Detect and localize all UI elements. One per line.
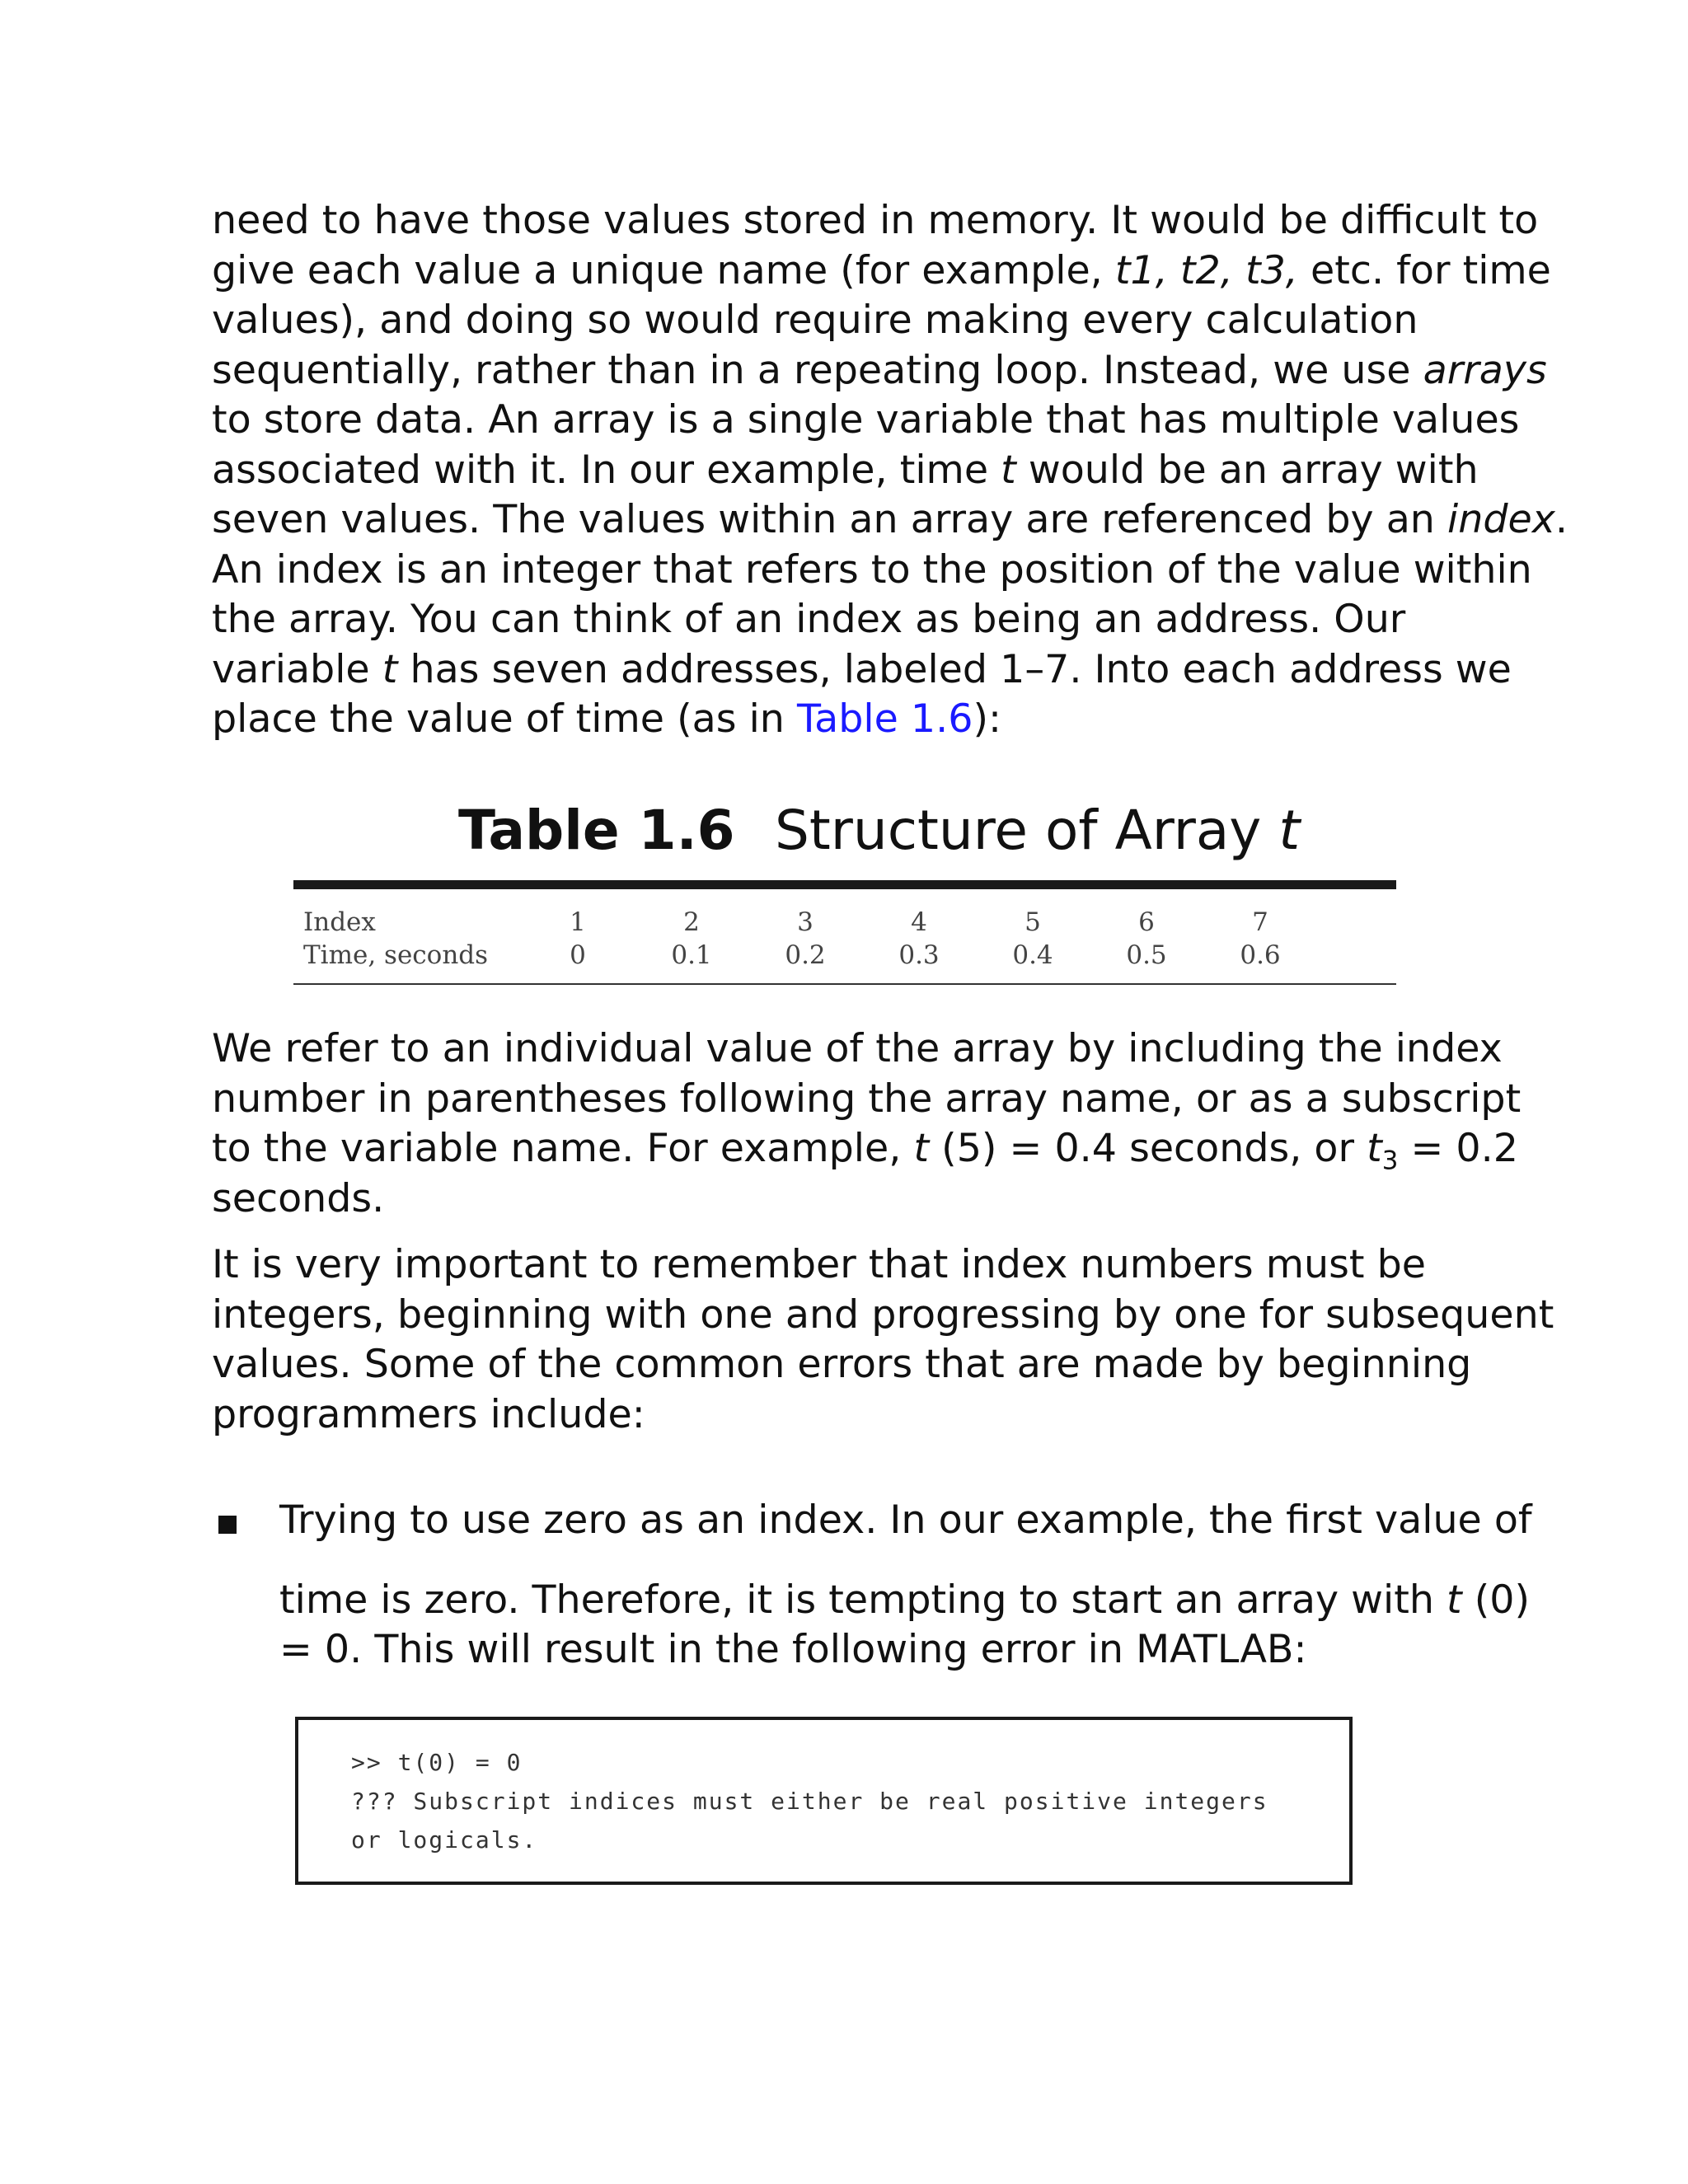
italic-term: t — [1367, 1126, 1382, 1171]
text-line: values. Some of the common errors that are made by beginning — [212, 1342, 1472, 1387]
table-cell: 1 — [570, 907, 586, 937]
table-row — [293, 939, 1317, 972]
table-cell: 0.6 — [1240, 940, 1281, 970]
paragraph-3 — [212, 1240, 1554, 1440]
text-line: time is zero. Therefore, it is tempting to start an array with t (0) — [279, 1577, 1531, 1623]
table-cell: 6 — [1138, 907, 1155, 937]
text-line: programmers include: — [212, 1391, 645, 1437]
table-top-rule — [293, 880, 1396, 889]
table-cell: 0.5 — [1126, 940, 1167, 970]
text-line: place the value of time (as in Table 1.6): — [212, 696, 1002, 742]
table-number: Table 1.6 — [458, 799, 735, 862]
text-line: integers, beginning with one and progressing by one for subsequent — [212, 1291, 1554, 1338]
text-line: values), and doing so would require making every calculation — [212, 298, 1418, 343]
text-line: number in parentheses following the array name, or as a subscript — [212, 1076, 1522, 1122]
square-bullet-icon — [218, 1516, 237, 1534]
table-cell: 0.3 — [898, 940, 940, 970]
italic-term: t1, t2, t3, — [1114, 247, 1298, 293]
table-bottom-rule — [293, 983, 1396, 985]
table-cell: 2 — [683, 907, 700, 937]
table-cell: 0 — [570, 940, 586, 970]
paragraph-2 — [212, 1024, 1521, 1224]
text-line: It is very important to remember that index numbers must be — [212, 1242, 1426, 1287]
table-cell: 7 — [1252, 907, 1268, 937]
italic-term: t — [913, 1126, 930, 1171]
italic-term: t — [382, 646, 398, 692]
subscript: 3 — [1381, 1146, 1399, 1176]
italic-term: index — [1447, 497, 1555, 542]
text-line: seven values. The values within an array are referenced by an index. — [212, 497, 1568, 542]
row-label: Index — [303, 907, 376, 937]
table-cell: 0.2 — [785, 940, 826, 970]
text-line: to the variable name. For example, t (5) = 0.4 seconds, or $t_3 = 0.2$ — [212, 1126, 1518, 1176]
bullet-text — [279, 1496, 1532, 1675]
text-line: need to have those values stored in memory. It would be difficult to — [212, 198, 1539, 243]
table-cell: 0.1 — [671, 940, 712, 970]
table-reference-link[interactable]: Table 1.6 — [796, 696, 973, 742]
bullet-rest — [279, 1576, 1532, 1675]
array-table-grid — [293, 906, 1317, 972]
paragraph-1-text — [212, 196, 1568, 745]
paragraph-1 — [212, 196, 1568, 745]
code-block — [295, 1717, 1353, 1885]
text-line: associated with it. In our example, time t would be an array with — [212, 447, 1479, 493]
text-line: = 0. This will result in the following error in MATLAB: — [279, 1627, 1307, 1672]
table-caption — [775, 798, 1300, 864]
text-line: We refer to an individual value of the array by including the index — [212, 1026, 1503, 1071]
table-cell: 3 — [797, 907, 814, 937]
table-cell: 5 — [1025, 907, 1041, 937]
text-line: An index is an integer that refers to the position of the value within — [212, 546, 1532, 593]
bullet-first-line: Trying to use zero as an index. In our example, the first value of — [279, 1497, 1532, 1543]
table-row — [293, 906, 1317, 939]
text-line: to store data. An array is a single variable that has multiple values — [212, 397, 1520, 443]
text-line: seconds. — [212, 1175, 385, 1221]
italic-term: t — [1447, 1577, 1462, 1623]
code-text: >> t(0) = 0 ??? Subscript indices must either be real positive integers or logicals. — [351, 1749, 1268, 1854]
table-cell: 0.4 — [1012, 940, 1053, 970]
text-line: the array. You can think of an index as being an address. Our — [212, 597, 1406, 642]
table-caption-var: t — [1278, 799, 1301, 862]
text-line: sequentially, rather than in a repeating loop. Instead, we use arrays — [212, 347, 1547, 393]
text-line: variable t has seven addresses, labeled 1–7. Into each address we — [212, 646, 1512, 692]
table-caption-text: Structure of Array — [775, 799, 1279, 862]
row-label: Time, seconds — [303, 940, 489, 970]
table-cell: 4 — [911, 907, 927, 937]
text-line: give each value a unique name (for example, t1, t2, t3, etc. for time — [212, 247, 1551, 293]
italic-term: arrays — [1423, 347, 1547, 393]
array-table — [293, 880, 1396, 985]
italic-term: t — [1001, 447, 1016, 493]
